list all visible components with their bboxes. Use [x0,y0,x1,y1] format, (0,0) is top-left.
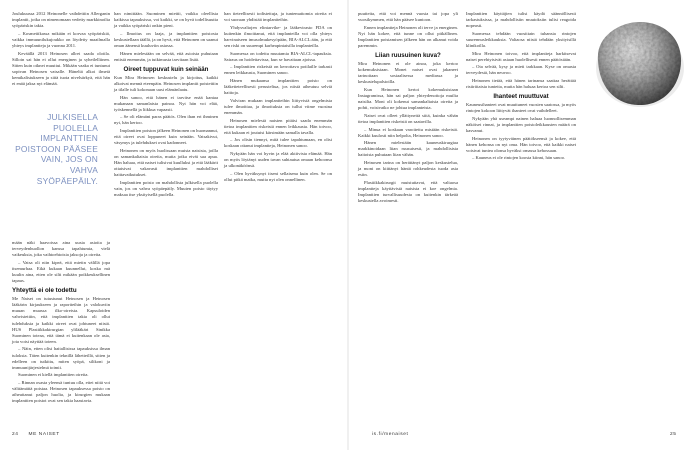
left-column-1-top [12,11,110,89]
left-column-2 [114,11,218,200]
left-column-1-bottom [12,240,110,406]
paragraph: – Implanttien riskeistä on kerrottava potilaille tarkasti ennen leikkausta, Suominen sanoo. [224,64,332,76]
pull-quote: JULKISELLA PUOLELLA IMPLANTTIEN POISTOON PÄÄSEE VAIN, JOS ON VAHVA SYÖPÄEPÄILY. [15,112,98,186]
page-number: 25 [670,432,677,437]
right-column-2 [466,11,576,163]
paragraph: Suominen ei kiellä implanttien oireita. [18,372,89,378]
paragraph: – Näin, etten olisi haitallisissa tapauksissa ilman tuloksia. Täten kuitenkin teknillä lähetteillä, sitten ja edelleen on tutkittu, miten syöpä, silikoni ja immuunijärjestelmä toimii. [12,346,110,370]
paragraph: Suomessa on todettu muutamia BIA-ALCL-tapauksia. Sairaus on hoidettavissa, kun se havaitaan ajoissa. [224,50,332,62]
footer-page-info [12,432,60,437]
paragraph: Implanttien poiston jälkeen Heinonen on huomannut, että oireet ovat loppuneet kuin seinään. Vatsakivut, väsymys ja tulehdukset ovat kadonneet. [114,128,218,146]
paragraph: Mira Heinonen toivoo, että implantteja harkitsevat naiset perehtyisivät asiaan huolellisesti ennen päätöstään. [466,50,576,62]
paragraph: Valviran mukaan implantteihin liittyvistä ongelmista tulee ilmoittaa, ja ilmoituksia on tullut viime vuosina enemmän. [224,97,332,115]
paragraph: Heinonen tietää, että hänen tarinansa saattaa herättää ristiriitaisia tunteita, mutta hän haluaa kertoa sen silti. [466,77,576,90]
paragraph: Hän sanoo, että hänen ei tarvitse enää kantaa mukanaan samanlaista painoa. Nyt hän voi elää, työskennellä ja liikkua vapaasti. [114,94,218,112]
paragraph: Implanttien käyttäjien tulisi käydä säännöllisesti tarkastuksissa, ja mahdollisiin muutoksiin tulisi reagoida nopeasti. [466,11,576,29]
paragraph: Kun Heinonen kertoi kokemuksistaan Instagramissa, hän sai paljon yhteydenottoja muilta naisilta. Moni oli kokenut samankaltaisia oireita ja pohti, voisivatko ne johtua implanteista. [358,86,458,111]
paragraph: Keväällä 2013 Heinosen allrei saada olotila. Silloin sai hän ei ollut energinen ja syheilelliinen. Sitten kuin oiknei muuttui. Mikään vaaka ei tuntunut sopivan Heinosen vatsalle. Häneltä alkoi ilmetä kemikalistukseen ja siitä tuota nivelsärkyä, että hän ei enää jaksa nyt elämää. [12,50,110,87]
paragraph: – Vatsa oli niin kipeä, että mietin välillä jopa itsemurhaa. Eikä kukaan kuunnellut, koska mä kuulin aina, etten ole silti mikään poikkeuksellinen tapaus. [12,259,110,284]
paragraph: – Ilmoitus on laaja, ja implanttien poistosta keskustellaan täällä, ja on hyvä, että Heinonen on saanut oman äänensä kuuluviin asiassa. [114,30,218,48]
paragraph: Nykyään yhä useampi nainen haluaa luonnollisemman näköiset rinnat, ja implanttien poistoleikkausten määrä on kasvanut. [466,115,576,133]
paragraph: Suomessa tehdään vuosittain tuhansia rintojen suurennusleikkauksia. Valtaosa niistä tehdään yksityisillä klinikoilla. [466,30,576,48]
magazine-name: ME NAISET [28,432,60,437]
footer-url: is.fi/menaiset [372,432,409,437]
paragraph: Hänen mielestään kauneuskirurgiaa markkinoidaan liian ruusuisesti, ja mahdollisista haitoista puhutaan liian vähän. [358,140,458,158]
page-number: 24 [12,432,19,437]
paragraph: Implanttien poisto on mahdollista julkisella puolella vain, jos on vahva syöpäepäily. Muuten poisto täytyy maksaa itse yksityisellä puolella. [114,179,218,197]
paragraph: Heinonen on tyytyväinen päätökseensä ja kokee, että hänen kehonsa on nyt oma. Hän toivoo, että kaikki naiset voisivat tuntea olonsa hyväksi omassa kehossaan. [466,135,576,153]
paragraph: Mira Heinonen ei ole ainoa, joka kertoo kokemuksistaan. Monet naiset ovat jakaneet tarinoitaan sosiaalisessa mediassa ja keskustelupalstoilla. [358,61,458,85]
paragraph: han nimittään. Suominen miettii, vaikka oleellista kaikissa tapauksissa, voi kaikki, se on hyvä todellisuutta ja vaikka syöpäriski onkin pieni. [114,11,218,29]
right-page [348,0,696,450]
section-heading: Ihanteet muuttuvat [493,93,549,101]
section-heading: Oireet tuppuvat kuin seinään [123,65,209,73]
right-column-1 [358,11,458,206]
paragraph: Plastiikkakirurgit muistuttavat, että valtaosa implantteja käyttävistä naisista ei koe ongelmia. Implanttien turvallisuudesta on kuitenkin tärkeää keskustella avoimesti. [358,179,458,204]
section-heading: Yhteyttä ei ole todettu [12,287,77,295]
paragraph: Hänen mukaansa implanttien poisto on lääketieteellisesti perusteltua, jos niistä aiheutuu selviä haittoja. [224,77,332,96]
section-heading: Liian ruusuinen kuva? [375,52,441,60]
paragraph: Kun Mira Heinosen keskustelu ja kirjoitus, kaikki alkoivat mennä eteenpäin. Heinosen implantit poistettiin ja tilalle tuli kokonaan uusi elämänlaatu. [114,74,218,92]
paragraph: Ennen implantteja Heinonen oli terve ja energinen. Nyt hän kokee, että tunne on ollut pitkällinen. Implanttien poistamisen jälkeen hän on alkanut voida paremmin. [358,24,458,48]
paragraph: Hänen mielestään on selvää, että asioista puhutaan entistä enemmän, ja tutkimusta tarvitaan lisää. [114,50,218,62]
left-column-3 [224,11,332,184]
paragraph: puutteita, että voi mennä vuosia tai jopa yli vuosikymmen, että hän pääsee kuntoon. [358,11,458,23]
paragraph: mään näki haavoissa aina uusia asioita ja terveydenhuollon kanssa tapahtumia, vielä vaikeuksia, joka vaihtoehtoisia jaksoja ja oireita. [12,240,110,258]
paragraph: – Minua ei koskaan varoitettu mistään riskeistä. Kaikki kuulosti niin helpolta, Heinonen sanoo. [358,126,458,138]
paragraph: – Rinnan osasta yleensä tuntuu olla, ettei niitä voi välttämättä poistaa. Heinosen tapauksessa poisto on aiheuttanut paljon huolia, ja kirurgien mukaan implanttien poistot ovat sen takia haastavia. [12,379,110,404]
paragraph: Joulukuussa 2012 Heinonelle vaihdettiin Allerganin implantit, jotka on nimenomaan vedetty markkinoilta syöpäriskin takia. [12,11,110,29]
paragraph: Yhdysvaltojen elintarvike- ja lääkevirasto FDA on kuitenkin ilmoittanut, että implanteilla voi olla yhteys harvinaiseen imusolmukesyöpään, BIA-ALCL:ään, ja että sen riski on suurempi karheapintaisilla implanteilla. [224,24,332,48]
paragraph: Nykyään hän voi hyvin ja elää aktiivista elämää. Hän on myös löytänyt uuden tavan suhtautua omaan kehoonsa ja ulkonäköönsä. [224,150,332,169]
paragraph: Me Naiset on tutustunut Heinosen ja Heinosen lääkärin kirjaukseen ja raportteihin ja valokuviin muuan muassa ilko-oireista. Kapsuloiden vahvistettiin, että implanttien takia oli ollut tulehduksia ja kaikki oireet ovat johtuneet niistä. HUS Plastiikkakirurgian ylilääkäri Sinikka Suominen toteaa, että tämä ei kuitenkaan ole asia, jota voisi näyttää toteen. [12,296,110,344]
paragraph: – Kauneus ei ole rintojen koosta kiinni, hän sanoo. [472,155,566,161]
paragraph: han tieteellisesti todistettuja, ja tuntemattomia oireita ei voi suoraan yhdistää implantteihin. [224,11,332,23]
implant-photo [584,8,692,116]
paragraph: – Ota selvää, kysy ja mieti tarkkaan. Kyse on omasta terveydestä, hän neuvoo. [466,64,576,76]
implant-image [584,8,692,116]
paragraph: Heinonen on myös huolissaan muista naisista, joilla on samankaltaisia oireita, mutta jotka eivät saa apua. Hän haluaa, että naiset tulisivat kuulluksi ja että lääkärit ottaisivat vakavasti implanttien mahdolliset haittavaikutukset. [114,147,218,178]
paragraph: – Kosmetiikassa mikään ei korvaa syöpäriskiä, vaikka immuunilukujoukko on löydetty maailmalla yhteys implantteja ja vuonna 2011. [12,30,110,48]
paragraph: – Olen hyväksynyt itseni sellaisena kuin olen. Se on ollut pitkä matka, mutta nyt olen onnellinen. [224,170,332,182]
paragraph: – Jos olisin tiennyt, mitä tulee tapahtumaan, en olisi koskaan ottanut implantteja, Heinonen sanoo. [224,137,332,149]
paragraph: Heinosen mielestä naisten pitäisi saada enemmän tietoa implanttien riskeistä ennen leikkausta. Hän toivoo, että kukaan ei joutuisi kärsimään samalla tavalla. [224,117,332,135]
paragraph: Heinosen tarina on herättänyt paljon keskustelua, ja moni on kiittänyt häntä rohkeudesta tuoda asia esiin. [358,159,458,178]
paragraph: Naiset ovat olleet yllättyneitä siitä, kuinka vähän tietoa implanttien riskeistä on saatavilla. [358,112,458,124]
paragraph: – Se oli elämäni paras päätös. Olen ihan eri ihminen nyt, hän kertoo. [114,114,218,126]
paragraph: Kauneusihanteet ovat muuttuneet vuosien saatossa, ja myös rintojen kokoon liittyvät ihanteet ovat vaihdelleet. [466,102,576,114]
